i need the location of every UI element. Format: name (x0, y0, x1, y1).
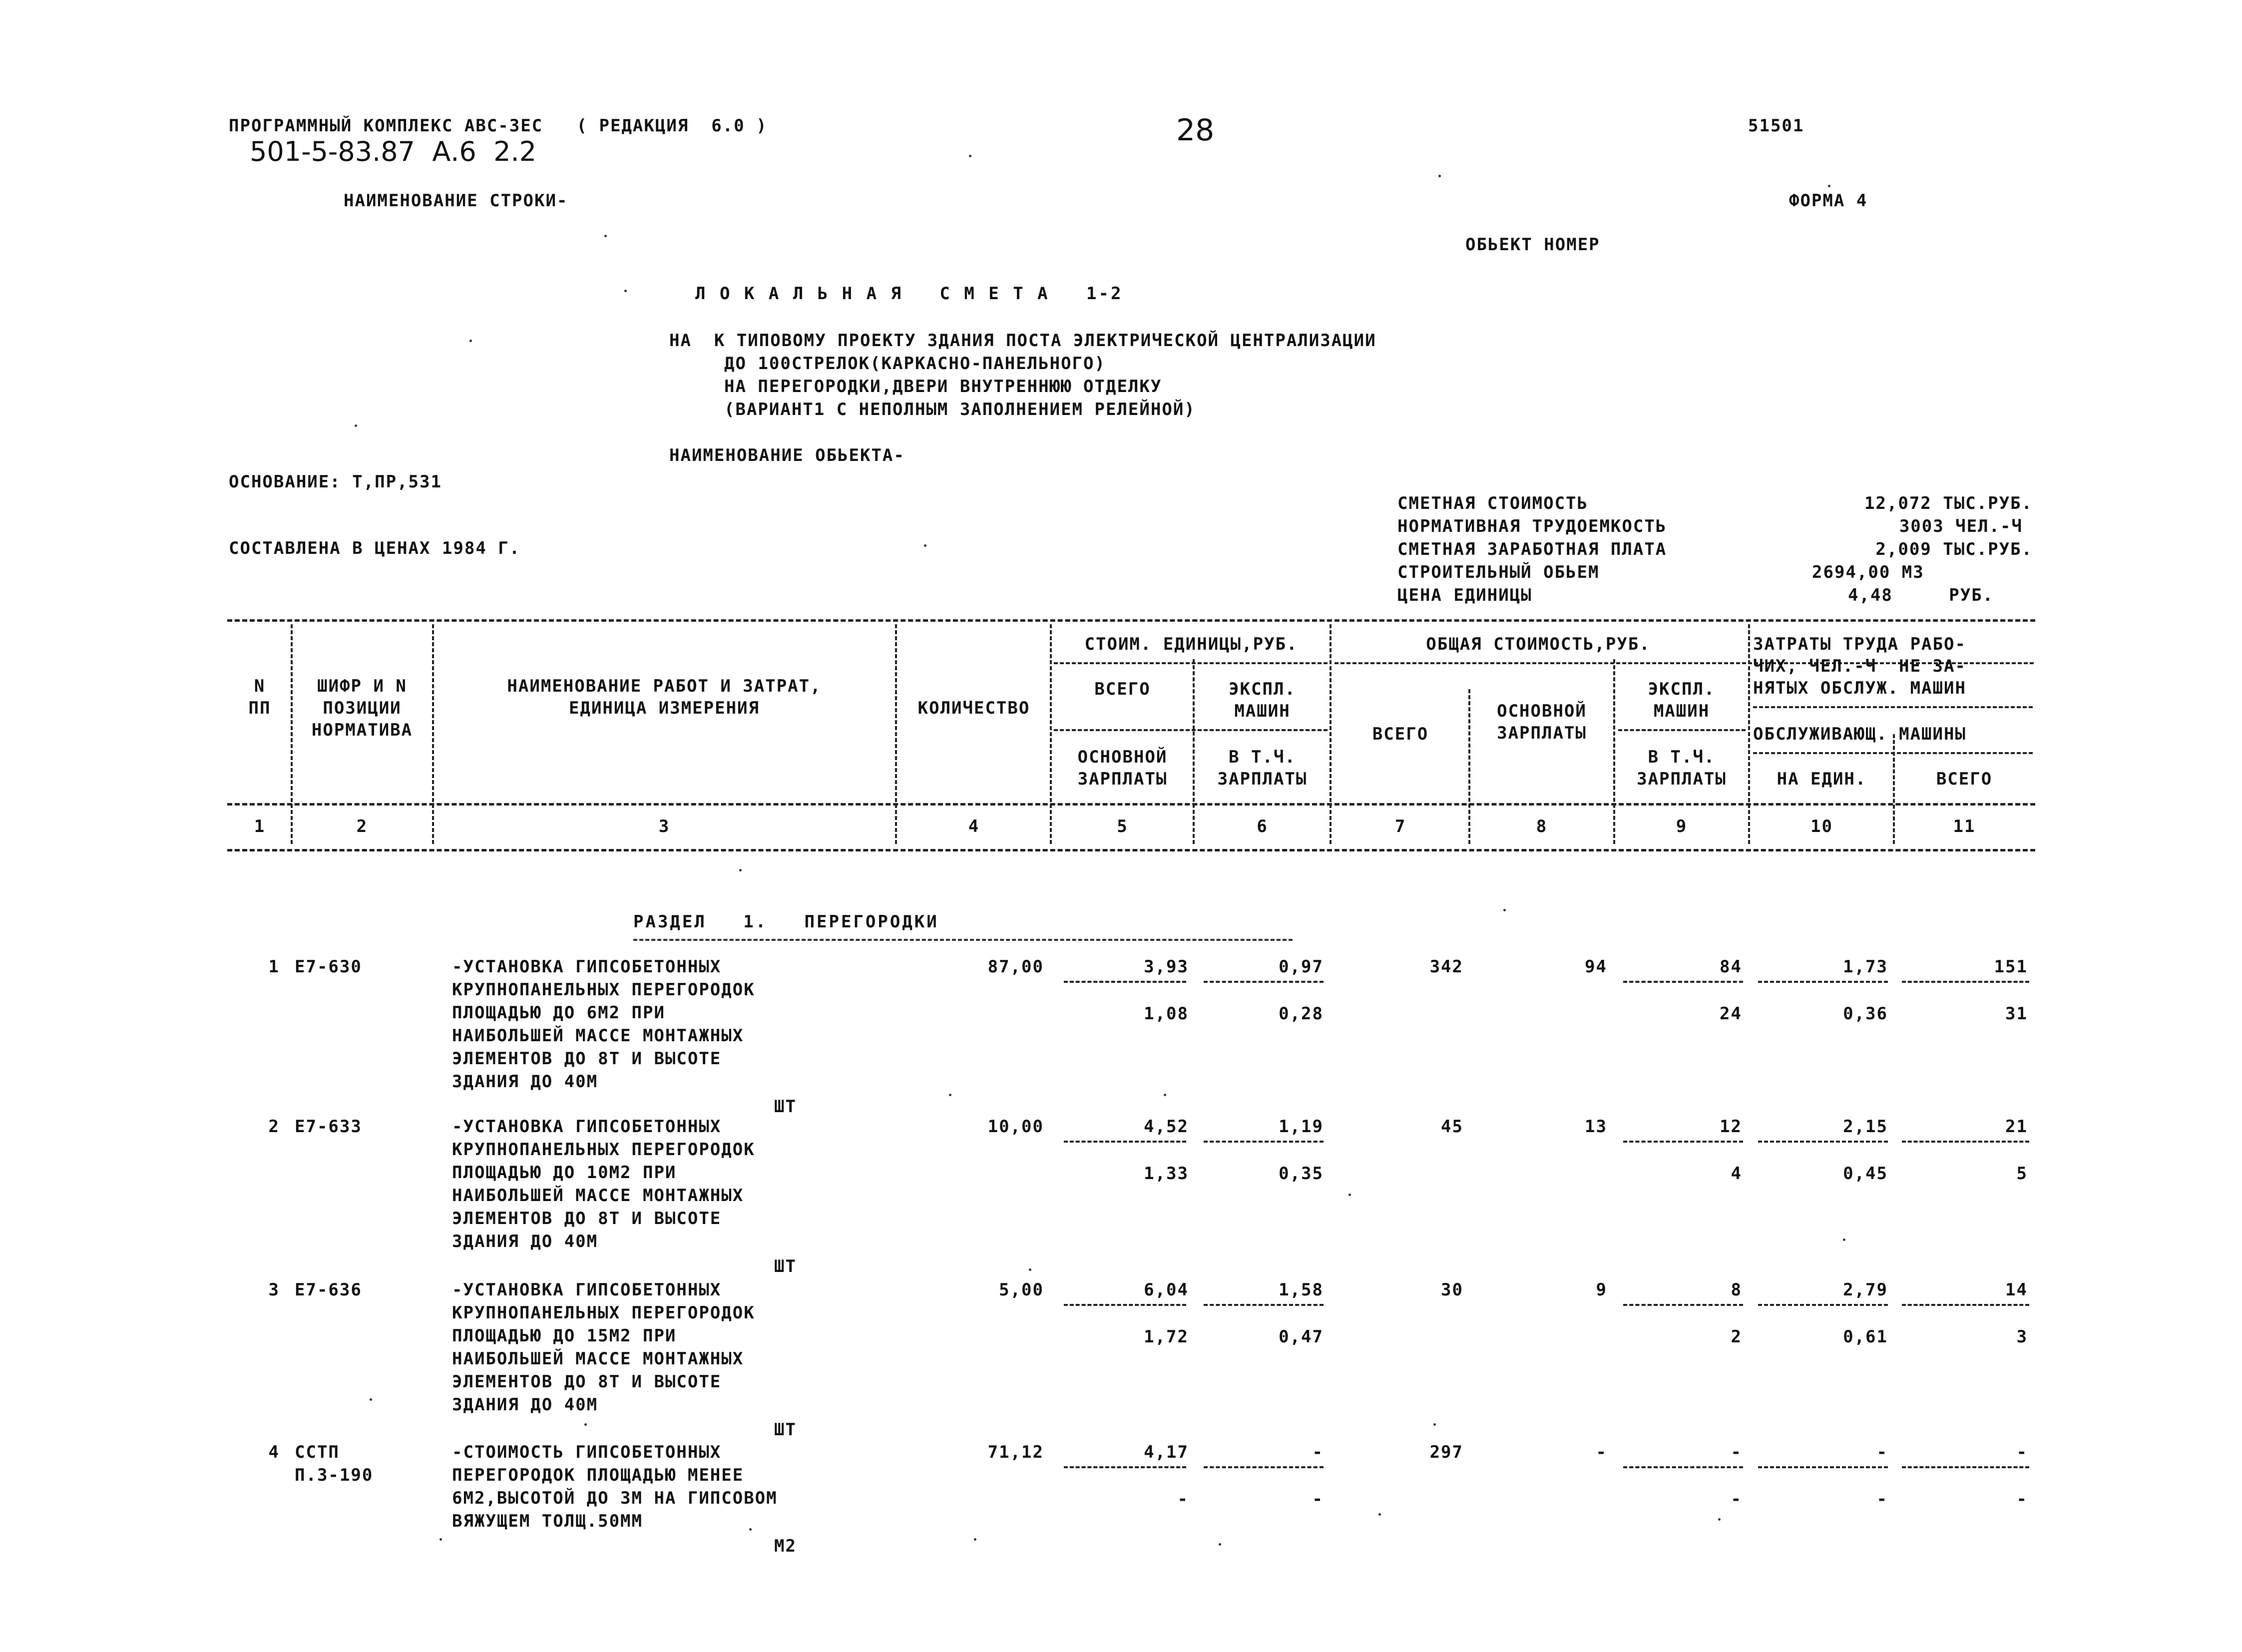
row-machine-labor-total: 3 (2016, 1327, 2028, 1347)
row-labor-per-unit: 2,15 (1843, 1117, 1888, 1137)
row-unit-machines: 1,58 (1279, 1280, 1324, 1300)
row-unit: ШТ (774, 1420, 797, 1440)
cell-divider (1064, 1141, 1186, 1143)
header-expl: МАШИН (1234, 701, 1291, 721)
col-number: 5 (1117, 817, 1128, 836)
header-labor: ЗАТРАТЫ ТРУДА РАБО- (1753, 634, 1966, 654)
basis-text: ОСНОВАНИЕ: Т,ПР,531 (229, 472, 442, 492)
row-description: -УСТАНОВКА ГИПСОБЕТОННЫХ (452, 1280, 722, 1300)
row-description: -СТОИМОСТЬ ГИПСОБЕТОННЫХ (452, 1442, 722, 1462)
row-description: НАИБОЛЬШЕЙ МАССЕ МОНТАЖНЫХ (452, 1186, 744, 1206)
scan-speck (370, 1398, 372, 1401)
scan-speck (924, 544, 926, 547)
scan-speck (355, 424, 357, 427)
header-total: ВСЕГО (1094, 679, 1151, 699)
section-title: РАЗДЕЛ 1. ПЕРЕГОРОДКИ (633, 912, 939, 932)
row-unit-machines: 0,97 (1279, 957, 1324, 977)
header-expl-9: ЭКСПЛ. (1648, 679, 1716, 699)
title-line-3: НА ПЕРЕГОРОДКИ,ДВЕРИ ВНУТРЕННЮЮ ОТДЕЛКУ (724, 377, 1162, 397)
row-description: ПЕРЕГОРОДОК ПЛОЩАДЬЮ МЕНЕЕ (452, 1465, 744, 1485)
row-total-cost: 297 (1429, 1442, 1463, 1462)
scan-speck (1843, 1239, 1845, 1241)
scan-speck (584, 1423, 587, 1426)
doc-number: 51501 (1748, 116, 1804, 136)
program-name: ПРОГРАММНЫЙ КОМПЛЕКС АВС-ЗЕС ( РЕДАКЦИЯ 6.0 ) (229, 116, 768, 136)
scan-speck (1503, 909, 1506, 911)
row-unit-machine-salary: - (1312, 1489, 1324, 1509)
scan-speck (1438, 175, 1441, 177)
row-labor-total: - (2016, 1442, 2028, 1462)
header-expl-9: МАШИН (1653, 701, 1710, 721)
row-description: -УСТАНОВКА ГИПСОБЕТОННЫХ (452, 957, 722, 977)
scan-speck (1029, 1268, 1031, 1271)
cell-divider (1902, 981, 2029, 983)
scan-speck (440, 1538, 442, 1541)
row-code: Е7-633 (295, 1117, 362, 1137)
row-number: 2 (268, 1117, 280, 1137)
scan-speck (739, 869, 742, 871)
row-qty: 87,00 (987, 957, 1044, 977)
row-number: 1 (268, 957, 280, 977)
header-num: N (254, 676, 266, 696)
object-number-label: ОБЬЕКТ НОМЕР (1465, 235, 1600, 255)
scan-speck (974, 1538, 976, 1541)
row-description: КРУПНОПАНЕЛЬНЫХ ПЕРЕГОРОДОК (452, 980, 755, 1000)
row-description: КРУПНОПАНЕЛЬНЫХ ПЕРЕГОРОДОК (452, 1303, 755, 1323)
cell-divider (1902, 1304, 2029, 1306)
title-line-4: (ВАРИАНТ1 С НЕПОЛНЫМ ЗАПОЛНЕНИЕМ РЕЛЕЙНОЙ) (724, 400, 1196, 419)
cell-divider (1064, 1466, 1186, 1468)
scan-speck (1718, 1518, 1721, 1521)
row-description: КРУПНОПАНЕЛЬНЫХ ПЕРЕГОРОДОК (452, 1140, 755, 1160)
row-labor-per-unit: - (1876, 1442, 1888, 1462)
form-label: ФОРМА 4 (1789, 191, 1868, 211)
header-name: ЕДИНИЦА ИЗМЕРЕНИЯ (569, 698, 760, 718)
row-base-wages: 94 (1585, 957, 1607, 977)
header-name: НАИМЕНОВАНИЕ РАБОТ И ЗАТРАТ, (507, 676, 822, 696)
row-description: НАИБОЛЬШЕЙ МАССЕ МОНТАЖНЫХ (452, 1026, 744, 1046)
row-machines-salary: 4 (1731, 1164, 1742, 1184)
row-labor-per-unit: 2,79 (1843, 1280, 1888, 1300)
cell-divider (1758, 1466, 1888, 1468)
col-number: 3 (658, 817, 670, 836)
row-unit-machines: 1,19 (1279, 1117, 1324, 1137)
cell-divider (1623, 1466, 1743, 1468)
scan-speck (749, 1528, 752, 1531)
row-base-wages: 9 (1596, 1280, 1607, 1300)
row-description: ВЯЖУЩЕМ ТОЛЩ.50ММ (452, 1511, 643, 1531)
cell-divider (1623, 981, 1743, 983)
object-name-label: НАИМЕНОВАНИЕ ОБЬЕКТА- (669, 445, 905, 465)
header-unit-cost: СТОИМ. ЕДИНИЦЫ,РУБ. (1084, 634, 1298, 654)
estimate-title: Л О К А Л Ь Н А Я С М Е Т А 1-2 (695, 284, 1123, 304)
header-labor: ОБСЛУЖИВАЮЩ. МАШИНЫ (1753, 724, 1966, 744)
row-description: ЭЛЕМЕНТОВ ДО 8Т И ВЫСОТЕ (452, 1372, 722, 1392)
summary-label: СТРОИТЕЛЬНЫЙ ОБЬЕМ (1397, 562, 1600, 582)
row-unit-machine-salary: 0,47 (1279, 1327, 1324, 1347)
row-unit-machines: - (1312, 1442, 1324, 1462)
header-incl-salary-9: В Т.Ч. (1648, 747, 1716, 767)
row-description: ПЛОЩАДЬЮ ДО 6М2 ПРИ (452, 1003, 665, 1023)
col-number: 10 (1810, 817, 1833, 836)
row-machine-labor-per-unit: - (1876, 1489, 1888, 1509)
row-description: ЭЛЕМЕНТОВ ДО 8Т И ВЫСОТЕ (452, 1209, 722, 1229)
scan-speck (969, 155, 971, 157)
cell-divider (1758, 981, 1888, 983)
summary-label: НОРМАТИВНАЯ ТРУДОЕМКОСТЬ (1397, 516, 1667, 536)
row-machines-salary: 2 (1731, 1327, 1742, 1347)
header-per-unit: НА ЕДИН. (1777, 769, 1867, 789)
row-unit-total: 4,17 (1144, 1442, 1189, 1462)
scan-speck (949, 1094, 951, 1096)
cell-divider (1064, 1304, 1186, 1306)
header-base-wages: ЗАРПЛАТЫ (1497, 723, 1587, 743)
row-unit-salary: 1,08 (1144, 1004, 1189, 1024)
row-machines-salary: 24 (1720, 1004, 1742, 1024)
title-line-1: НА К ТИПОВОМУ ПРОЕКТУ ЗДАНИЯ ПОСТА ЭЛЕКТРИЧЕСКОЙ ЦЕНТРАЛИЗАЦИИ (669, 331, 1376, 351)
row-qty: 71,12 (987, 1442, 1044, 1462)
row-description: 6М2,ВЫСОТОЙ ДО 3М НА ГИПСОВОМ (452, 1488, 778, 1508)
cell-divider (1204, 1141, 1324, 1143)
row-machines-cost: 84 (1720, 957, 1742, 977)
row-unit-salary: 1,72 (1144, 1327, 1189, 1347)
row-labor-total: 14 (2005, 1280, 2028, 1300)
row-qty: 10,00 (987, 1117, 1044, 1137)
prices-text: СОСТАВЛЕНА В ЦЕНАХ 1984 Г. (229, 538, 521, 558)
row-labor-per-unit: 1,73 (1843, 957, 1888, 977)
title-line-2: ДО 100СТРЕЛОК(КАРКАСНО-ПАНЕЛЬНОГО) (724, 354, 1106, 374)
col-number: 2 (356, 817, 368, 836)
row-machine-labor-per-unit: 0,45 (1843, 1164, 1888, 1184)
row-code: Е7-630 (295, 957, 362, 977)
line-name-label: НАИМЕНОВАНИЕ СТРОКИ- (344, 191, 568, 211)
cell-divider (1204, 1304, 1324, 1306)
header-expl: ЭКСПЛ. (1229, 679, 1296, 699)
row-unit-machine-salary: 0,35 (1279, 1164, 1324, 1184)
row-number: 3 (268, 1280, 280, 1300)
summary-label: СМЕТНАЯ ЗАРАБОТНАЯ ПЛАТА (1397, 539, 1667, 559)
row-code: Е7-636 (295, 1280, 362, 1300)
row-total-cost: 45 (1441, 1117, 1463, 1137)
cell-divider (1902, 1141, 2029, 1143)
handwritten-code: 501-5-83.87 А.6 2.2 (250, 136, 536, 167)
header-base-wages: ОСНОВНОЙ (1497, 701, 1587, 721)
header-base-salary: ОСНОВНОЙ (1077, 747, 1168, 767)
row-description: ЗДАНИЯ ДО 40М (452, 1395, 598, 1415)
row-unit: ШТ (774, 1256, 797, 1276)
row-description: ПЛОЩАДЬЮ ДО 10М2 ПРИ (452, 1163, 677, 1183)
row-unit-total: 3,93 (1144, 957, 1189, 977)
col-number: 4 (968, 817, 980, 836)
cell-divider (1204, 981, 1324, 983)
cell-divider (1623, 1141, 1743, 1143)
header-qty: КОЛИЧЕСТВО (917, 698, 1030, 718)
header-labor: ЧИХ, ЧЕЛ.-Ч НЕ ЗА- (1753, 656, 1966, 676)
summary-value: 2,009 ТЫС.РУБ. (1875, 539, 2033, 559)
header-base-salary: ЗАРПЛАТЫ (1077, 769, 1168, 789)
scan-speck (469, 340, 472, 342)
col-number: 7 (1394, 817, 1406, 836)
row-machine-labor-per-unit: 0,36 (1843, 1004, 1888, 1024)
cell-divider (1758, 1304, 1888, 1306)
header-incl-salary-9: ЗАРПЛАТЫ (1637, 769, 1727, 789)
row-description: НАИБОЛЬШЕЙ МАССЕ МОНТАЖНЫХ (452, 1349, 744, 1369)
header-total-cost: ОБЩАЯ СТОИМОСТЬ,РУБ. (1426, 634, 1651, 654)
row-total-cost: 30 (1441, 1280, 1463, 1300)
row-machine-labor-total: 5 (2016, 1164, 2028, 1184)
row-labor-total: 151 (1994, 957, 2028, 977)
scan-speck (604, 235, 607, 237)
summary-value: 3003 ЧЕЛ.-Ч (1899, 516, 2023, 536)
row-unit-total: 6,04 (1144, 1280, 1189, 1300)
col-number: 9 (1676, 817, 1688, 836)
summary-value: 2694,00 М3 (1812, 562, 1924, 582)
scan-speck (1433, 1423, 1436, 1426)
header-code: ПОЗИЦИИ (323, 698, 402, 718)
scan-speck (1348, 1194, 1351, 1196)
row-machine-labor-total: 31 (2005, 1004, 2028, 1024)
row-base-wages: - (1596, 1442, 1607, 1462)
page-number: 28 (1176, 113, 1215, 148)
row-unit-total: 4,52 (1144, 1117, 1189, 1137)
col-number: 8 (1536, 817, 1548, 836)
header-num: ПП (248, 698, 271, 718)
row-machines-cost: 8 (1731, 1280, 1742, 1300)
cell-divider (1204, 1466, 1324, 1468)
header-incl-salary: ЗАРПЛАТЫ (1217, 769, 1308, 789)
row-machines-cost: - (1731, 1442, 1742, 1462)
header-code: ШИФР И N (317, 676, 407, 696)
row-code: П.3-190 (295, 1465, 374, 1485)
row-total-cost: 342 (1429, 957, 1463, 977)
row-description: ЗДАНИЯ ДО 40М (452, 1072, 598, 1092)
row-unit-machine-salary: 0,28 (1279, 1004, 1324, 1024)
scan-speck (624, 290, 627, 292)
row-description: ЗДАНИЯ ДО 40М (452, 1232, 598, 1251)
row-labor-total: 21 (2005, 1117, 2028, 1137)
row-machines-salary: - (1731, 1489, 1742, 1509)
summary-value: 12,072 ТЫС.РУБ. (1864, 493, 2033, 513)
header-labor: НЯТЫХ ОБСЛУЖ. МАШИН (1753, 678, 1966, 698)
row-unit: ШТ (774, 1097, 797, 1117)
row-description: ПЛОЩАДЬЮ ДО 15М2 ПРИ (452, 1326, 677, 1346)
cell-divider (1064, 981, 1186, 983)
scan-speck (1219, 1543, 1221, 1546)
row-unit-salary: 1,33 (1144, 1164, 1189, 1184)
scan-speck (1828, 185, 1830, 187)
header-incl-salary: В Т.Ч. (1229, 747, 1296, 767)
header-code: НОРМАТИВА (311, 720, 413, 740)
cell-divider (1902, 1466, 2029, 1468)
row-description: -УСТАНОВКА ГИПСОБЕТОННЫХ (452, 1117, 722, 1137)
row-number: 4 (268, 1442, 280, 1462)
summary-value: 4,48 РУБ. (1848, 585, 1994, 605)
cell-divider (1623, 1304, 1743, 1306)
col-number: 6 (1257, 817, 1268, 836)
row-machine-labor-per-unit: 0,61 (1843, 1327, 1888, 1347)
row-unit-salary: - (1177, 1489, 1189, 1509)
scan-speck (1164, 1094, 1166, 1096)
row-code: ССТП (295, 1442, 340, 1462)
row-qty: 5,00 (999, 1280, 1044, 1300)
row-description: ЭЛЕМЕНТОВ ДО 8Т И ВЫСОТЕ (452, 1049, 722, 1069)
cell-divider (1758, 1141, 1888, 1143)
row-base-wages: 13 (1585, 1117, 1607, 1137)
summary-label: ЦЕНА ЕДИНИЦЫ (1397, 585, 1532, 605)
col-number: 1 (254, 817, 266, 836)
row-machine-labor-total: - (2016, 1489, 2028, 1509)
col-number: 11 (1953, 817, 1976, 836)
row-machines-cost: 12 (1720, 1117, 1742, 1137)
row-unit: М2 (774, 1536, 797, 1556)
header-total-cost-all: ВСЕГО (1372, 724, 1429, 744)
header-all: ВСЕГО (1936, 769, 1993, 789)
scan-speck (1378, 1513, 1381, 1516)
summary-label: СМЕТНАЯ СТОИМОСТЬ (1397, 493, 1588, 513)
